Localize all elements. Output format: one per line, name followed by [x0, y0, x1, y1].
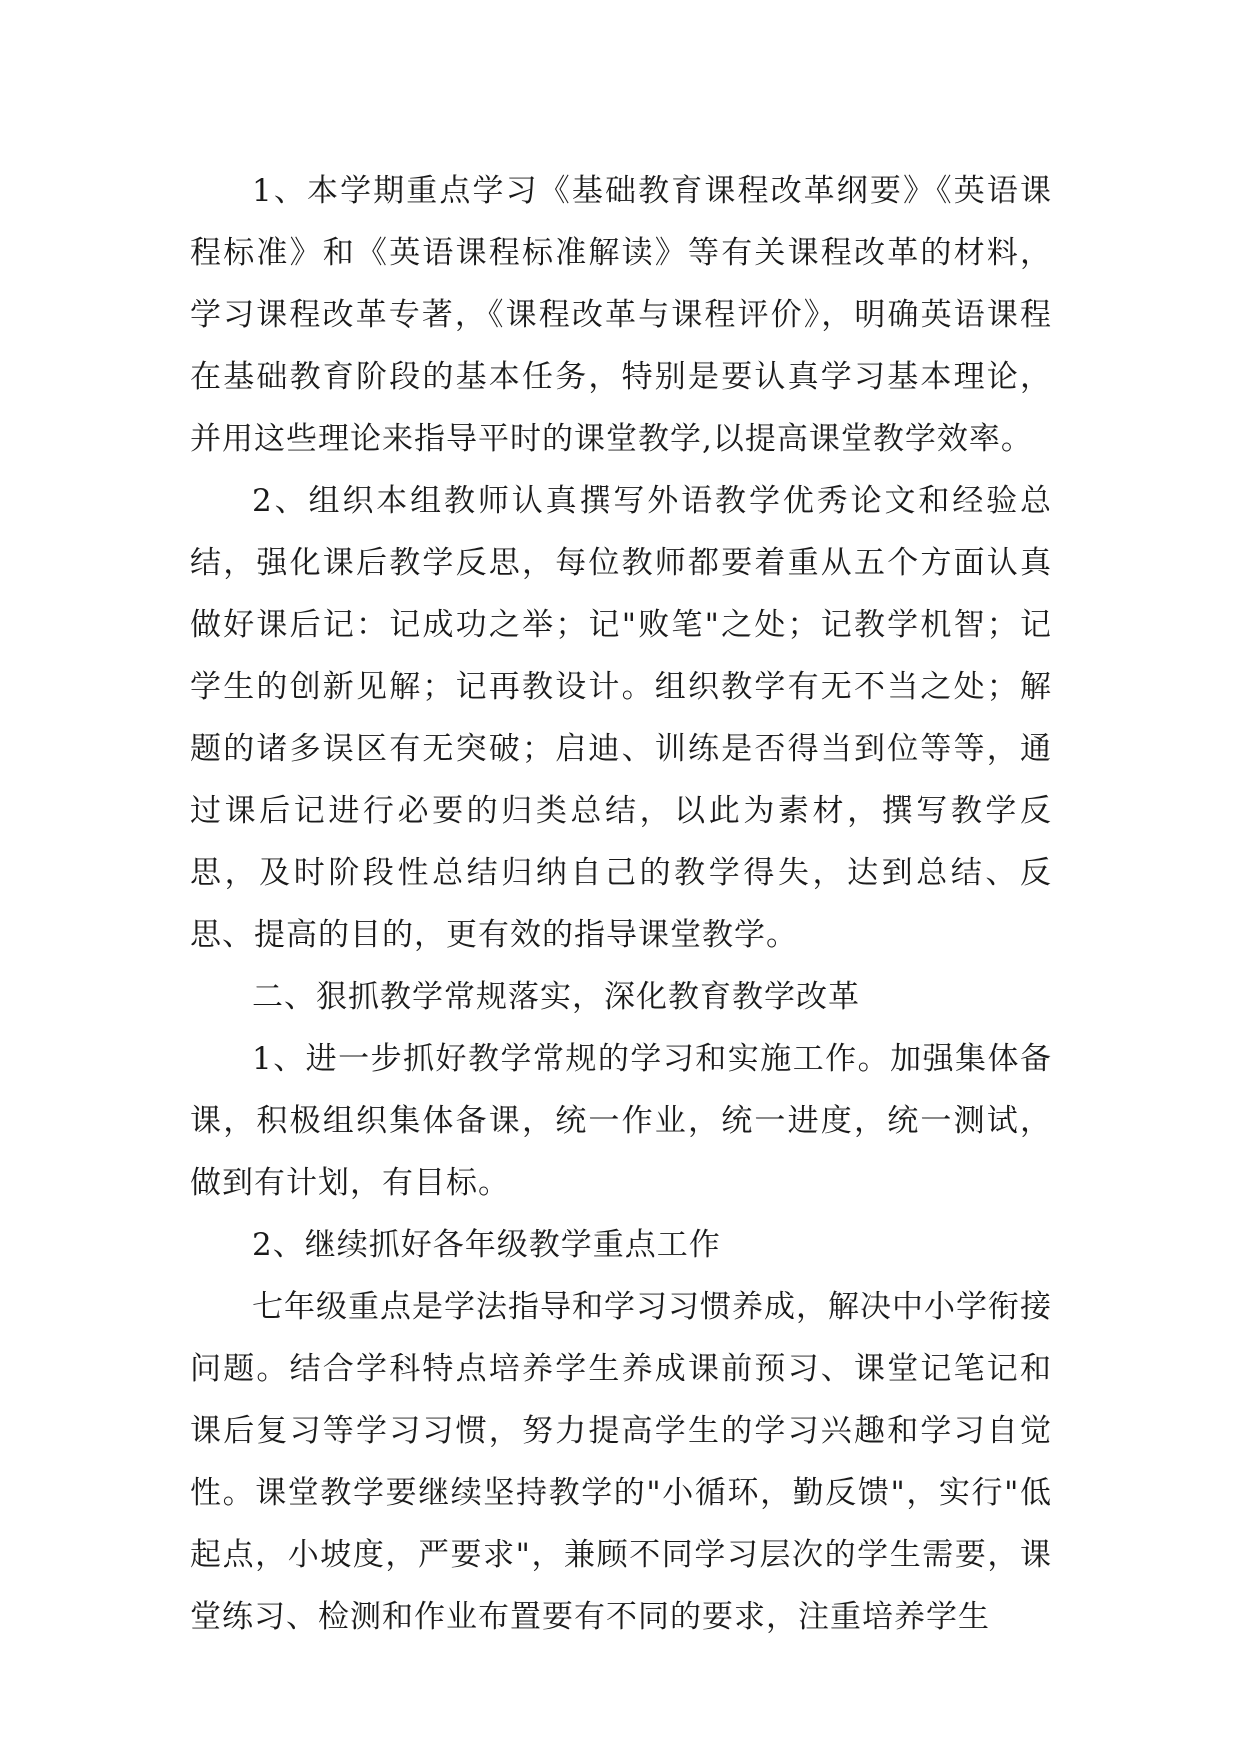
- paragraph-grade-priorities: 2、继续抓好各年级教学重点工作: [252, 1227, 721, 1263]
- document-body: [190, 160, 1052, 1648]
- paragraph-collective-lesson-prep: 1、进一步抓好教学常规的学习和实施工作。加强集体备课，积极组织集体备课，统一作业，统一进度，统一测试，做到有计划，有目标。: [190, 1041, 1052, 1201]
- paragraph-study-materials: 1、本学期重点学习《基础教育课程改革纲要》《英语课程标准》和《英语课程标准解读》等有关课程改革的材料，学习课程改革专著，《课程改革与课程评价》，明确英语课程在基础教育阶段的基本任务，特别是要认真学习基本理论，并用这些理论来指导平时的课堂教学,以提高课堂教学效率。: [190, 173, 1052, 457]
- paragraph-grade-seven: 七年级重点是学法指导和学习习惯养成，解决中小学衔接问题。结合学科特点培养学生养成课前预习、课堂记笔记和课后复习等学习习惯，努力提高学生的学习兴趣和学习自觉性。课堂教学要继续坚持教学的"小循环，勤反馈"，实行"低起点，小坡度，严要求"，兼顾不同学习层次的学生需要，课堂练习、检测和作业布置要有不同的要求，注重培养学生: [190, 1289, 1052, 1635]
- paragraph-teaching-reflection: 2、组织本组教师认真撰写外语教学优秀论文和经验总结，强化课后教学反思，每位教师都要着重从五个方面认真做好课后记：记成功之举；记"败笔"之处；记教学机智；记学生的创新见解；记再教设计。组织教学有无不当之处；解题的诸多误区有无突破；启迪、训练是否得当到位等等，通过课后记进行必要的归类总结，以此为素材，撰写教学反思，及时阶段性总结归纳自己的教学得失，达到总结、反思、提高的目的，更有效的指导课堂教学。: [190, 483, 1052, 953]
- section-heading-teaching-routine: 二、狠抓教学常规落实，深化教育教学改革: [252, 979, 860, 1015]
